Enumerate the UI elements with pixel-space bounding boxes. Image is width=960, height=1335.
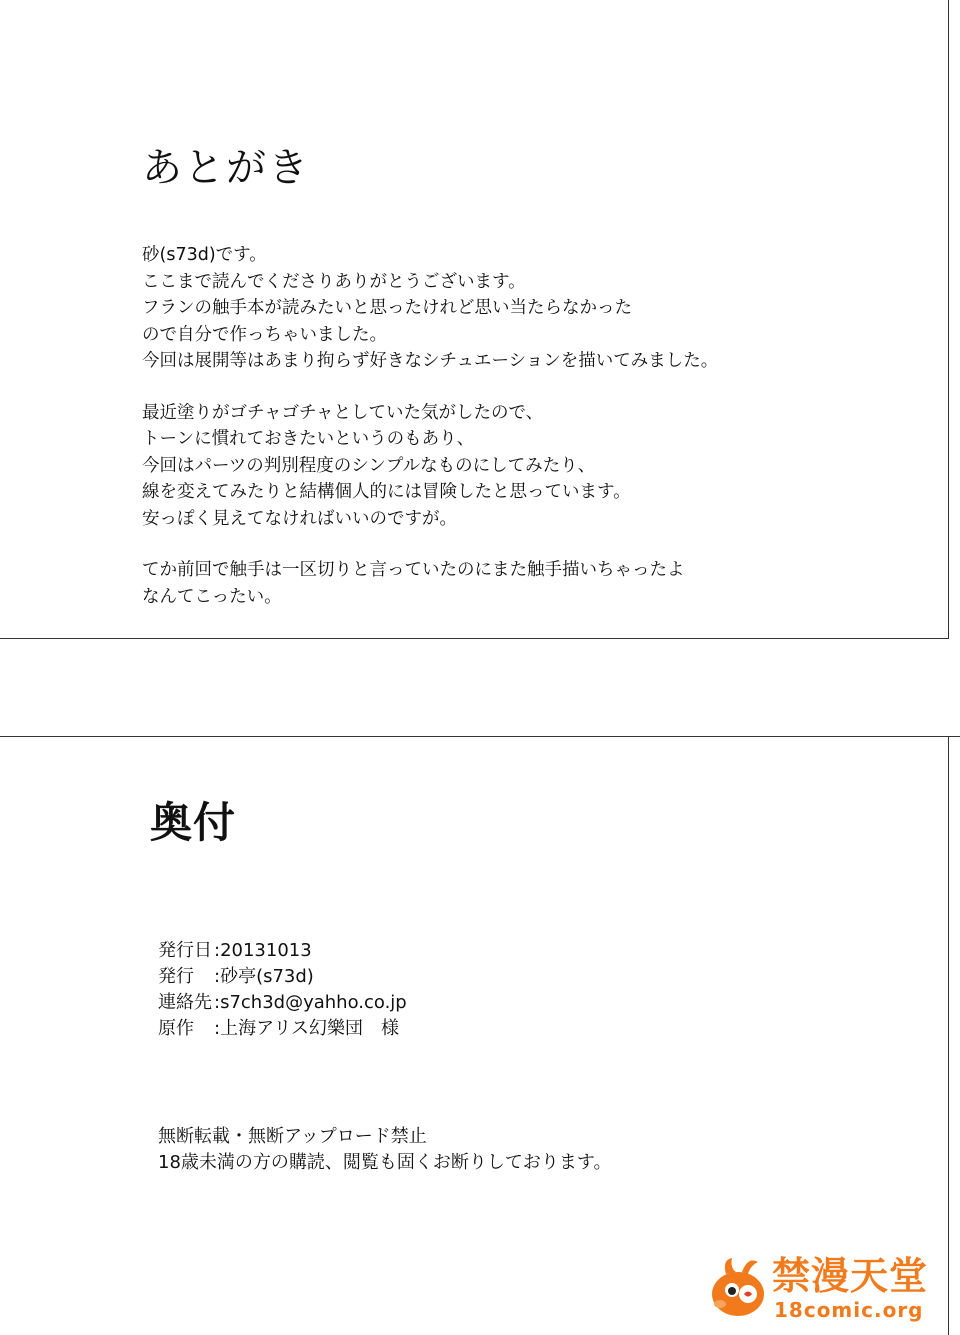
info-value: :20131013 bbox=[214, 940, 312, 961]
info-value: :砂亭(s73d) bbox=[214, 966, 314, 987]
watermark-logo-text: 禁漫天堂 bbox=[772, 1254, 929, 1298]
afterword-paragraph-2 bbox=[142, 400, 922, 533]
notice-line: 18歳未満の方の購読、閲覧も固くお断りしております。 bbox=[158, 1152, 612, 1173]
page-right-edge bbox=[948, 0, 949, 638]
publication-info bbox=[158, 938, 407, 1042]
text-line: 今回はパーツの判別程度のシンプルなものにしてみたり、 bbox=[142, 455, 596, 476]
page-right-edge-lower bbox=[948, 736, 949, 1335]
text-line: なんてこったい。 bbox=[142, 586, 282, 607]
text-line: 今回は展開等はあまり拘らず好きなシチュエーションを描いてみました。 bbox=[142, 351, 719, 371]
text-line: 線を変えてみたりと結構個人的には冒険したと思っています。 bbox=[142, 482, 631, 502]
site-watermark bbox=[708, 1240, 930, 1326]
colophon-title: 奥付 bbox=[150, 798, 237, 847]
afterword-paragraph-1 bbox=[142, 242, 922, 375]
text-line: てか前回で触手は一区切りと言っていたのにまた触手描いちゃったよ bbox=[142, 560, 685, 580]
page-divider-bottom bbox=[0, 736, 960, 737]
info-row-date bbox=[158, 938, 407, 964]
afterword-title: あとがき bbox=[142, 145, 310, 191]
text-line: 砂(s73d)です。 bbox=[142, 245, 267, 265]
info-key: 発行 bbox=[158, 966, 212, 987]
info-row-contact bbox=[158, 990, 407, 1016]
copyright-notice bbox=[158, 1124, 611, 1176]
colophon-section bbox=[150, 797, 850, 849]
info-row-publisher bbox=[158, 964, 407, 990]
notice-line: 無断転載・無断アップロード禁止 bbox=[158, 1126, 427, 1147]
info-key: 連絡先 bbox=[158, 992, 212, 1013]
info-key: 原作 bbox=[158, 1018, 212, 1039]
afterword-paragraph-3 bbox=[142, 557, 922, 610]
mascot-logo-icon bbox=[708, 1254, 774, 1320]
info-value: :s7ch3d@yahho.co.jp bbox=[214, 992, 407, 1013]
info-key: 発行日 bbox=[158, 940, 212, 961]
info-value: :上海アリス幻樂団 様 bbox=[214, 1018, 399, 1039]
text-line: フランの触手本が読みたいと思ったけれど思い当たらなかった bbox=[142, 298, 632, 318]
text-line: トーンに慣れておきたいというのもあり、 bbox=[142, 429, 475, 449]
text-line: ので自分で作っちゃいました。 bbox=[142, 324, 387, 345]
info-row-original-work bbox=[158, 1016, 407, 1042]
text-line: 安っぽく見えてなければいいのですが。 bbox=[142, 508, 457, 529]
page-divider-top bbox=[0, 638, 949, 639]
afterword-section bbox=[142, 140, 922, 635]
text-line: 最近塗りがゴチャゴチャとしていた気がしたので、 bbox=[142, 402, 544, 423]
watermark-url: 18comic.org bbox=[774, 1298, 924, 1322]
text-line: ここまで読んでくださりありがとうございます。 bbox=[142, 271, 526, 292]
